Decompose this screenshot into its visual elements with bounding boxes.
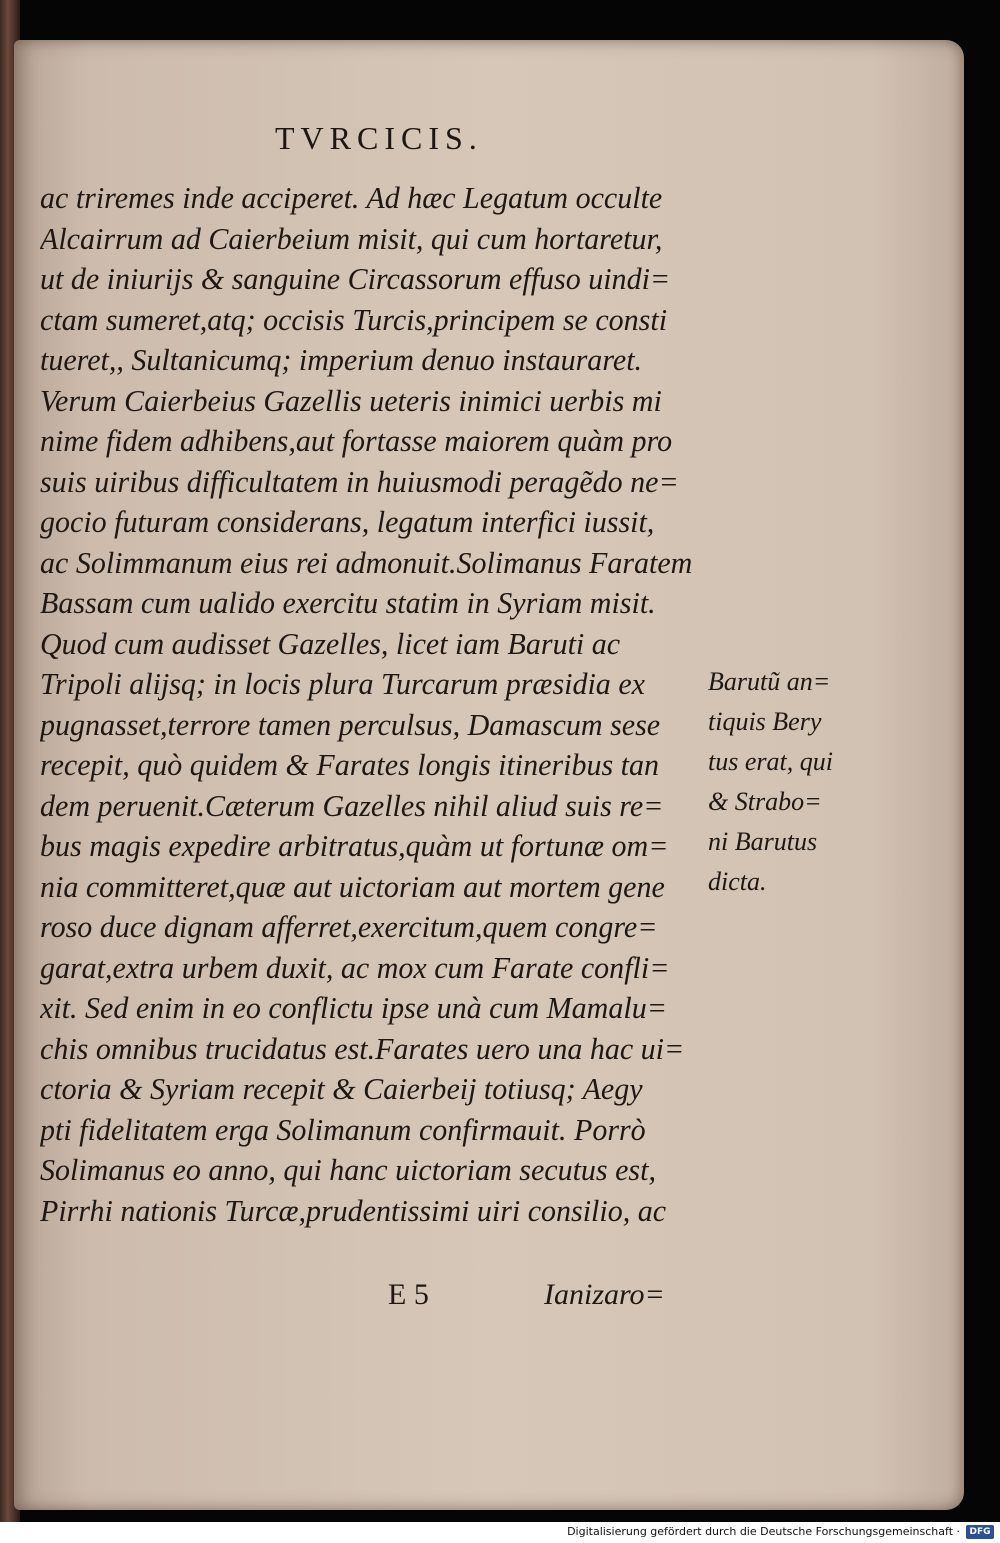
body-text <box>40 178 730 1231</box>
text-line: recepit, quò quidem & Farates longis itineribus tan <box>40 747 660 782</box>
marginal-note-line: tus erat, qui <box>708 747 833 776</box>
text-line: Tripoli alijsq; in locis plura Turcarum præsidia ex <box>40 666 645 701</box>
text-line: ctoria & Syriam recepit & Caierbeij totiusq; Aegy <box>40 1071 643 1106</box>
text-line: chis omnibus trucidatus est.Farates uero una hac ui= <box>40 1030 685 1066</box>
text-line: pugnasset,terrore tamen perculsus, Damascum sese <box>40 706 661 742</box>
text-line: Pirrhi nationis Turcæ,prudentissimi uiri consilio, ac <box>40 1192 667 1228</box>
text-line: xit. Sed enim in eo conflictu ipse unà cum Mamalu= <box>40 990 667 1025</box>
signature-mark: E 5 <box>388 1278 429 1311</box>
text-line: ctam sumeret,atq; occisis Turcis,principem se consti <box>40 301 668 337</box>
marginal-note-line: ni Barutus <box>708 827 818 856</box>
dfg-logo-icon: DFG <box>966 1525 994 1539</box>
funding-credit: Digitalisierung gefördert durch die Deutsche Forschungsgemeinschaft · <box>567 1525 960 1538</box>
text-line: pti fidelitatem erga Solimanum confirmauit. Porrò <box>40 1111 646 1147</box>
marginal-note-line: & Strabo= <box>708 787 822 816</box>
marginal-note-line: tiquis Bery <box>708 707 822 736</box>
text-line: Verum Caierbeius Gazellis ueteris inimici uerbis mi <box>40 382 662 418</box>
text-line: nia committeret,quæ aut uictoriam aut mortem gene <box>40 868 665 904</box>
text-line: Solimanus eo anno, qui hanc uictoriam secutus est, <box>40 1152 656 1187</box>
text-line: ac Solimmanum eius rei admonuit.Solimanus Faratem <box>40 544 693 580</box>
footer-bar <box>0 1522 1000 1543</box>
catchword: Ianizaro= <box>544 1278 665 1311</box>
marginal-note-line: dicta. <box>708 867 767 896</box>
text-line: suis uiribus difficultatem in huiusmodi peragẽdo ne= <box>40 463 679 499</box>
text-line: nime fidem adhibens,aut fortasse maiorem quàm pro <box>40 423 673 458</box>
text-line: Quod cum audisset Gazelles, licet iam Baruti ac <box>40 625 621 661</box>
marginal-note-line: Barutũ an= <box>708 667 831 696</box>
text-line: bus magis expedire arbitratus,quàm ut fortunæ om= <box>40 828 669 863</box>
text-line: ac triremes inde acciperet. Ad hæc Legatum occulte <box>40 180 663 215</box>
running-head: TVRCICIS. <box>275 120 483 156</box>
text-line: Alcairrum ad Caierbeium misit, qui cum hortaretur, <box>40 220 663 256</box>
text-line: garat,extra urbem duxit, ac mox cum Farate confli= <box>40 949 670 985</box>
text-line: roso duce dignam afferret,exercitum,quem congre= <box>40 909 658 944</box>
text-line: Bassam cum ualido exercitu statim in Syriam misit. <box>40 585 656 620</box>
marginal-note <box>708 662 858 902</box>
text-line: dem peruenit.Cæterum Gazelles nihil aliud suis re= <box>40 787 664 823</box>
text-line: ut de iniurijs & sanguine Circassorum effuso uindi= <box>40 261 671 296</box>
text-line: tueret,, Sultanicumq; imperium denuo instauraret. <box>40 342 643 377</box>
signature-line <box>388 1278 688 1314</box>
text-line: gocio futuram considerans, legatum interfici iussit, <box>40 504 655 539</box>
